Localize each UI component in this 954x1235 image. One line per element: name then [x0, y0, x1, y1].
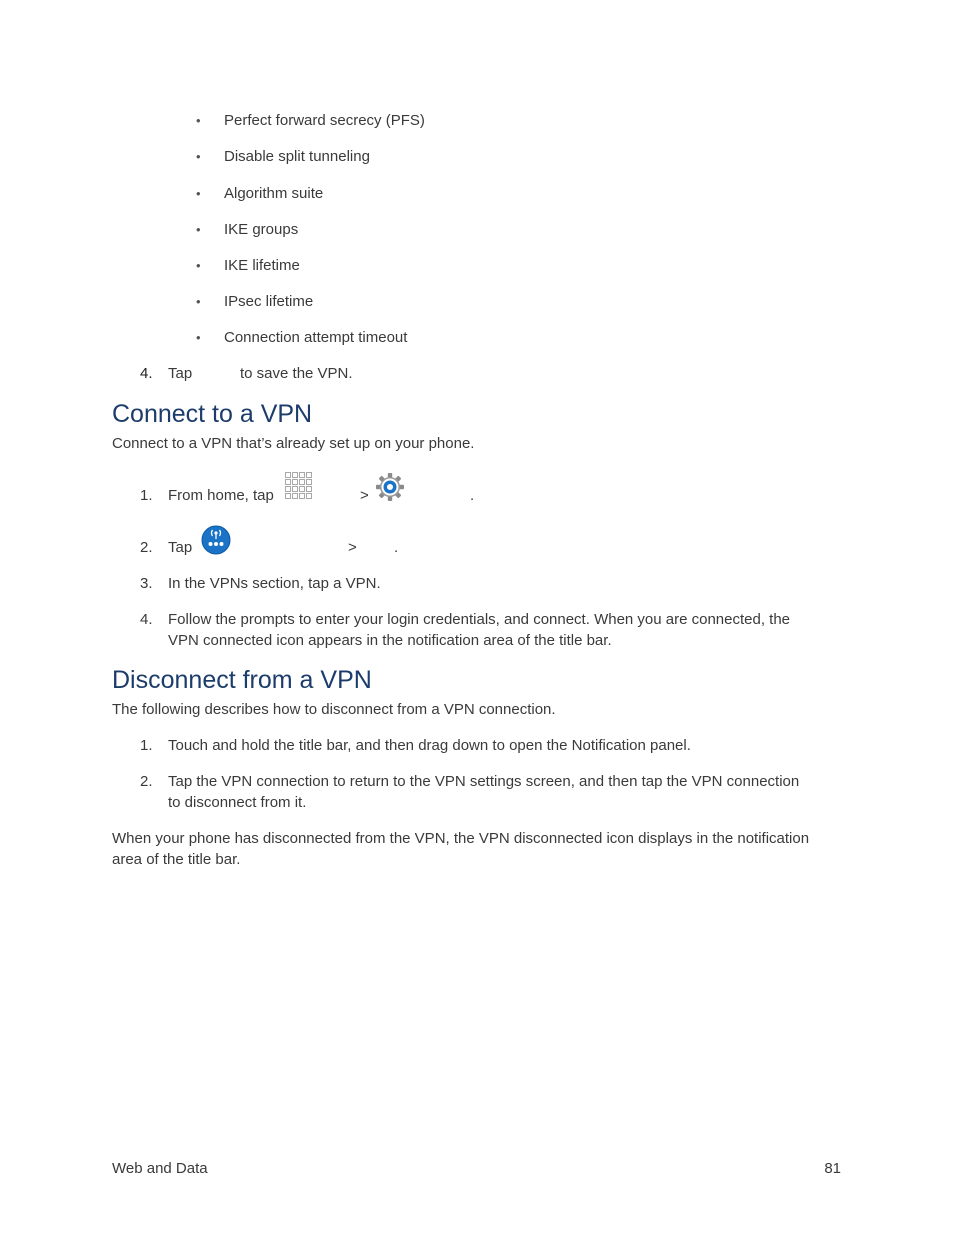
- connections-icon: [201, 525, 231, 555]
- section-heading-connect: Connect to a VPN: [112, 400, 313, 428]
- step-text: Tap the VPN connection to return to the VPN settings screen, and then tap the VPN connection: [168, 773, 800, 790]
- step-separator: >: [360, 487, 369, 504]
- apps-grid-icon: [284, 471, 314, 501]
- bullet-item: Connection attempt timeout: [224, 329, 408, 346]
- step-number: 3.: [140, 575, 153, 592]
- step-number: 1.: [140, 737, 153, 754]
- step-number: 2.: [140, 773, 153, 790]
- bullet-marker: •: [196, 258, 201, 273]
- bullet-marker: •: [196, 330, 201, 345]
- section-intro: The following describes how to disconnect from a VPN connection.: [112, 701, 556, 718]
- step-text: to save the VPN.: [240, 365, 353, 382]
- bullet-marker: •: [196, 294, 201, 309]
- step-text: Touch and hold the title bar, and then drag down to open the Notification panel.: [168, 737, 691, 754]
- closing-paragraph: area of the title bar.: [112, 851, 241, 868]
- settings-gear-icon: [375, 472, 405, 502]
- closing-paragraph: When your phone has disconnected from the VPN, the VPN disconnected icon displays in the notification: [112, 830, 810, 847]
- step-text: Tap: [168, 365, 193, 382]
- bullet-item: Perfect forward secrecy (PFS): [224, 112, 425, 129]
- step-text: Follow the prompts to enter your login credentials, and connect. When you are connected, the: [168, 611, 791, 628]
- footer-page-number: 81: [824, 1160, 841, 1177]
- step-number: 4.: [140, 611, 153, 628]
- footer-section-name: Web and Data: [112, 1160, 208, 1177]
- bullet-item: Algorithm suite: [224, 185, 324, 202]
- step-text: VPN connected icon appears in the notification area of the title bar.: [168, 632, 612, 649]
- bullet-marker: •: [196, 186, 201, 201]
- bullet-item: IKE groups: [224, 221, 299, 238]
- section-intro: Connect to a VPN that’s already set up on your phone.: [112, 435, 475, 452]
- step-text: From home, tap: [168, 487, 274, 504]
- bullet-marker: •: [196, 113, 201, 128]
- step-number: 1.: [140, 487, 153, 504]
- step-text: to disconnect from it.: [168, 794, 307, 811]
- bullet-marker: •: [196, 149, 201, 164]
- step-text: Tap: [168, 539, 193, 556]
- step-number: 2.: [140, 539, 153, 556]
- step-end: .: [394, 539, 399, 556]
- step-text: In the VPNs section, tap a VPN.: [168, 575, 381, 592]
- step-number: 4.: [140, 365, 153, 382]
- bullet-item: Disable split tunneling: [224, 148, 370, 165]
- step-separator: >: [348, 539, 357, 556]
- bullet-marker: •: [196, 222, 201, 237]
- bullet-item: IPsec lifetime: [224, 293, 314, 310]
- bullet-item: IKE lifetime: [224, 257, 300, 274]
- step-end: .: [470, 487, 475, 504]
- section-heading-disconnect: Disconnect from a VPN: [112, 666, 372, 694]
